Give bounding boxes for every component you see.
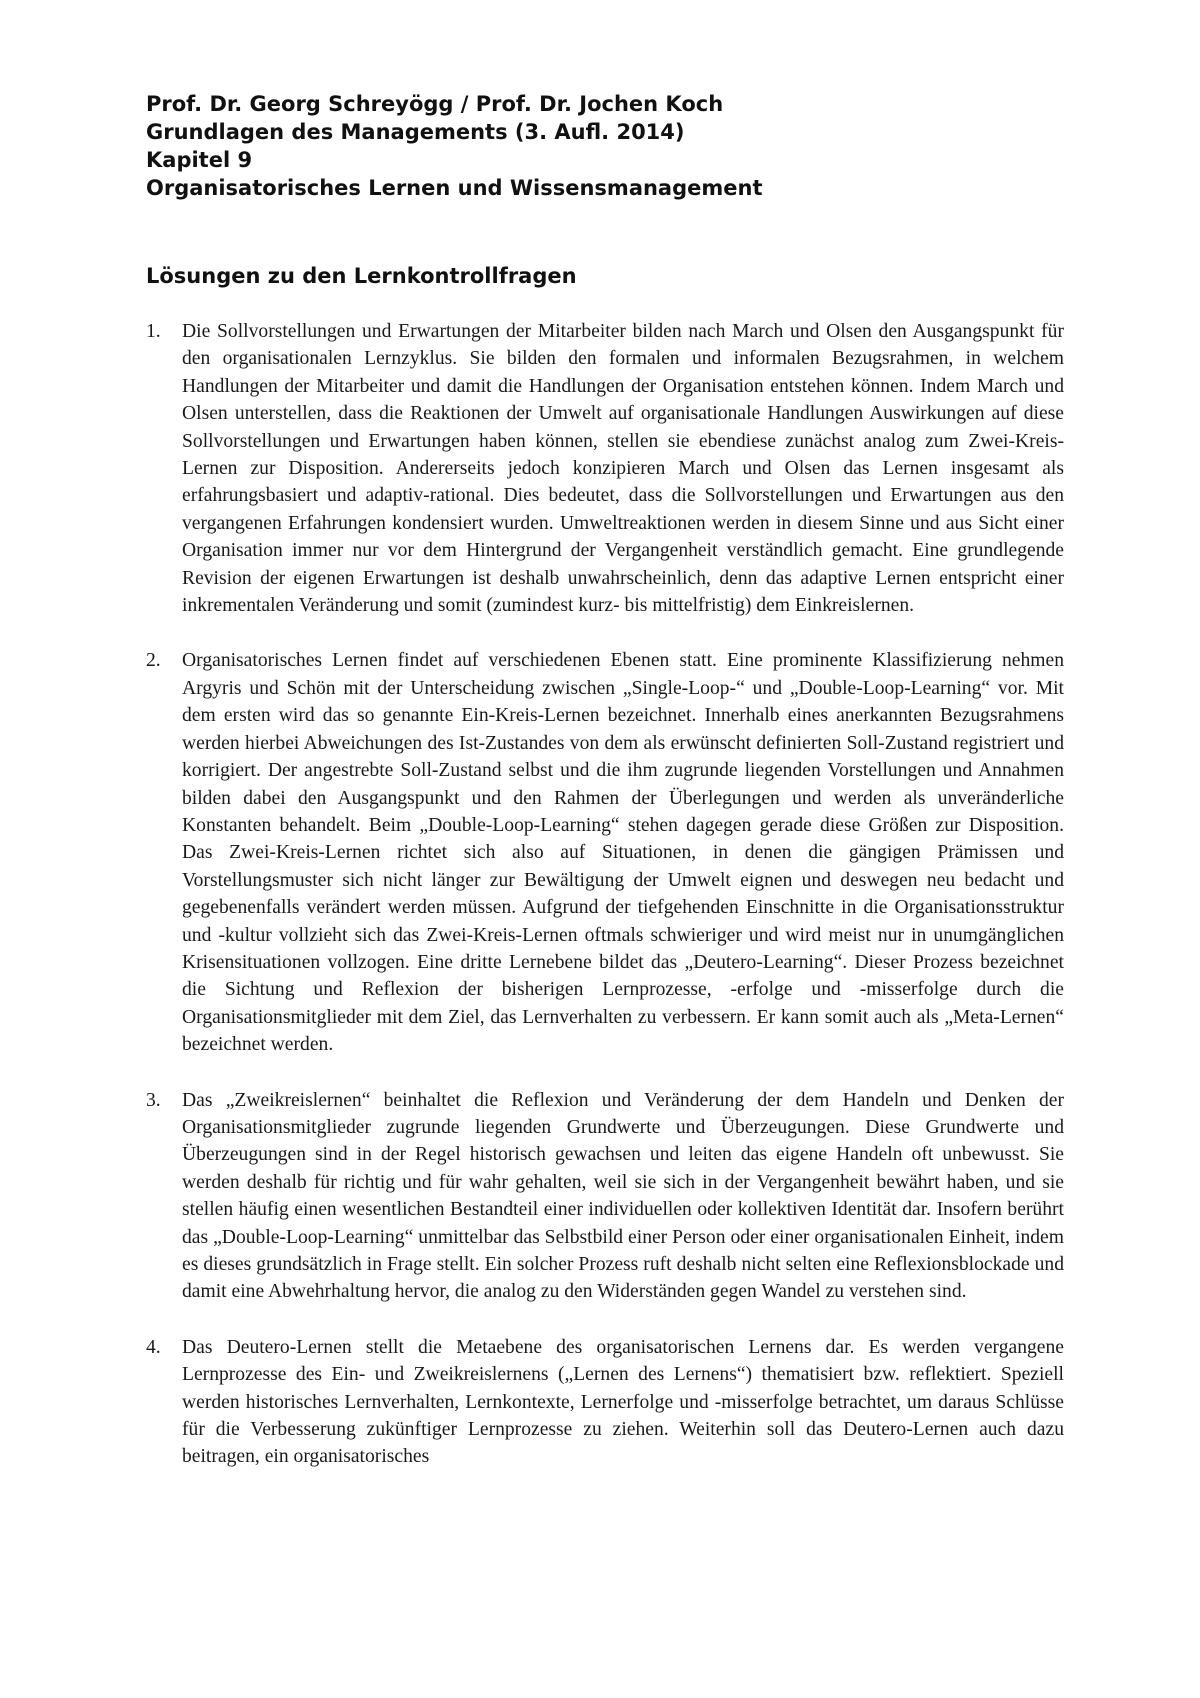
answer-item-4 (146, 1334, 1064, 1471)
chapter-line: Kapitel 9 (146, 148, 253, 172)
answer-number: 3. (146, 1089, 161, 1111)
answer-number: 1. (146, 321, 161, 342)
answer-text: Die Sollvorstellungen und Erwartungen der Mitarbeiter bilden nach March und Olsen den Ausgangspunkt für den organisationalen Lernzyklus. Sie bilden den formalen und informalen Bezugsrahmen, in welchem Handlungen der Mitarbeiter und damit die Handlungen der Organisation entstehen können. Indem March und Olsen unterstellen, dass die Reaktionen der Umwelt auf organisationale Handlungen Auswirkungen auf diese Sollvorstellungen und Erwartungen haben können, stellen sie ebendiese zunächst analog zum Zwei-Kreis-Lernen zur Disposition. Andererseits jedoch konzipieren March und Olsen das Lernen insgesamt als erfahrungsbasiert und adaptiv-rational. Dies bedeutet, dass die Sollvorstellungen und Erwartungen aus den vergangenen Erfahrungen kondensiert wurden. Umweltreaktionen werden in diesem Sinne und aus Sicht einer Organisation immer nur vor dem Hintergrund der Vergangenheit verständlich gemacht. Eine grundlegende Revision der eigenen Erwartungen ist deshalb unwahrscheinlich, denn das adaptive Lernen entspricht einer inkrementalen Veränderung und somit (zumindest kurz- bis mittelfristig) dem Einkreislernen. (182, 321, 1064, 617)
authors-line: Prof. Dr. Georg Schreyögg / Prof. Dr. Jochen Koch (146, 92, 724, 116)
answer-number: 2. (146, 650, 161, 672)
answer-text: Das Deutero-Lernen stellt die Metaebene des organisatorischen Lernens dar. Es werden vergangene Lernprozesse des Ein- und Zweikreislernens („Lernen des Lernens“) thematisiert bzw. reflektiert. Speziell werden historisches Lernverhalten, Lernkontexte, Lernerfolge und -misserfolge betrachtet, um daraus Schlüsse für die Verbesserung zukünftiger Lernprozesse zu ziehen. Weiterhin soll das Deutero-Lernen auch dazu beitragen, ein organisatorisches (182, 1336, 1064, 1468)
answer-item-3 (146, 1087, 1064, 1306)
answer-item-1 (146, 318, 1064, 619)
answers-list (146, 318, 1064, 1499)
answer-text: Das „Zweikreislernen“ beinhaltet die Reflexion und Veränderung der dem Handeln und Denken der Organisationsmitglieder zugrunde liegenden Grundwerte und Überzeugungen. Diese Grundwerte und Überzeugungen sind in der Regel historisch gewachsen und leiten das eigene Handeln oft unbewusst. Sie werden deshalb für richtig und für wahr gehalten, weil sie sich in der Vergangenheit bewährt haben, und sie stellen häufig einen wesentlichen Bestandteil einer individuellen oder kollektiven Identität dar. Insofern berührt das „Double-Loop-Learning“ unmittelbar das Selbstbild einer Person oder einer organisationalen Einheit, indem es dieses grundsätzlich in Frage stellt. Ein solcher Prozess ruft deshalb nicht selten eine Reflexionsblockade und damit eine Abwehrhaltung hervor, die analog zu den Widerständen gegen Wandel zu verstehen sind. (182, 1089, 1064, 1303)
answer-number: 4. (146, 1336, 161, 1358)
document-header (146, 90, 1066, 202)
answer-item-2 (146, 647, 1064, 1058)
chapter-title-line: Organisatorisches Lernen und Wissensmanagement (146, 176, 763, 200)
answer-text: Organisatorisches Lernen findet auf verschiedenen Ebenen statt. Eine prominente Klassifizierung nehmen Argyris und Schön mit der Unterscheidung zwischen „Single-Loop-“ und „Double-Loop-Learning“ vor. Mit dem ersten wird das so genannte Ein-Kreis-Lernen bezeichnet. Innerhalb eines anerkannten Bezugsrahmens werden hierbei Abweichungen des Ist-Zustandes von dem als erwünscht definierten Soll-Zustand registriert und korrigiert. Der angestrebte Soll-Zustand selbst und die ihm zugrunde liegenden Vorstellungen und Annahmen bilden dabei den Ausgangspunkt und den Rahmen der Überlegungen und werden als unveränderliche Konstanten behandelt. Beim „Double-Loop-Learning“ stehen dagegen gerade diese Größen zur Disposition. Das Zwei-Kreis-Lernen richtet sich also auf Situationen, in denen die gängigen Prämissen und Vorstellungsmuster sich nicht länger zur Bewältigung der Umwelt eignen und deswegen neu bedacht und gegebenenfalls verändert werden müssen. Aufgrund der tiefgehenden Einschnitte in die Organisationsstruktur und -kultur vollzieht sich das Zwei-Kreis-Lernen oftmals schwieriger und wird meist nur in unumgänglichen Krisensituationen vollzogen. Eine dritte Lernebene bildet das „Deutero-Learning“. Dieser Prozess bezeichnet die Sichtung und Reflexion der bisherigen Lernprozesse, -erfolge und -misserfolge durch die Organisationsmitglieder mit dem Ziel, das Lernverhalten zu verbessern. Er kann somit auch als „Meta-Lernen“ bezeichnet werden. (182, 650, 1064, 1056)
book-title-line: Grundlagen des Managements (3. Aufl. 2014) (146, 120, 685, 144)
section-title: Lösungen zu den Lernkontrollfragen (146, 264, 577, 288)
